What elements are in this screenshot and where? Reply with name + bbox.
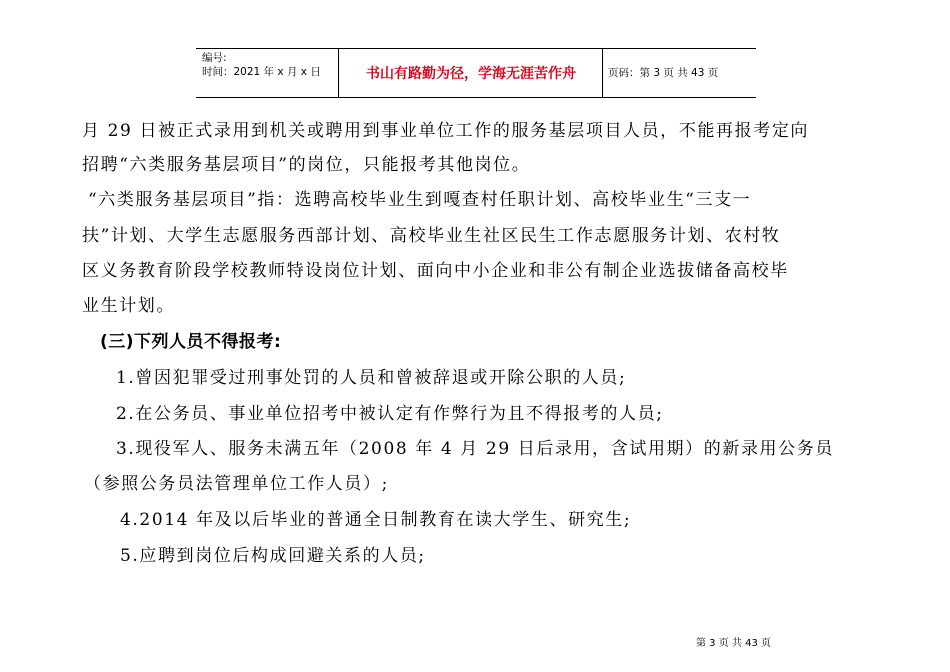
header-motto: 书山有路勤为径，学海无涯苦作舟 xyxy=(366,66,576,82)
list-item: 4.2014 年及以后毕业的普通全日制教育在读大学生、研究生; xyxy=(120,510,632,530)
header-page-code: 页码：第 3 页 共 43 页 xyxy=(608,67,719,79)
section-heading: (三)下列人员不得报考: xyxy=(100,332,282,352)
list-item: 5.应聘到岗位后构成回避关系的人员; xyxy=(120,546,426,566)
body-line-3: “六类服务基层项目”指：选聘高校毕业生到嘎查村任职计划、高校毕业生“三支一 xyxy=(88,190,752,210)
list-item: 1.曾因犯罪受过刑事处罚的人员和曾被辞退或开除公职的人员; xyxy=(116,368,627,388)
list-item: （参照公务员法管理单位工作人员）; xyxy=(84,474,389,494)
document-header xyxy=(196,48,756,98)
body-line-6: 业生计划。 xyxy=(82,296,175,316)
body-line-2: 招聘“六类服务基层项目”的岗位，只能报考其他岗位。 xyxy=(82,155,531,175)
body-line-4: 扶”计划、大学生志愿服务西部计划、高校毕业生社区民生工作志愿服务计划、农村牧 xyxy=(82,226,781,246)
page-footer: 第 3 页 共 43 页 xyxy=(696,638,771,649)
header-divider xyxy=(602,49,603,97)
list-item: 2.在公务员、事业单位招考中被认定有作弊行为且不得报考的人员; xyxy=(116,404,664,424)
number-label: 编号: xyxy=(202,52,227,64)
body-line-5: 区义务教育阶段学校教师特设岗位计划、面向中小企业和非公有制企业选拔储备高校毕 xyxy=(82,261,789,281)
time-label: 时间：2021 年 x 月 x 日 xyxy=(202,66,321,78)
header-meta xyxy=(202,51,321,79)
body-line-1: 月 29 日被正式录用到机关或聘用到事业单位工作的服务基层项目人员，不能再报考定向 xyxy=(82,121,810,141)
list-item: 3.现役军人、服务未满五年（2008 年 4 月 29 日后录用，含试用期）的新录用公务员 xyxy=(116,439,834,459)
header-divider xyxy=(338,49,339,97)
